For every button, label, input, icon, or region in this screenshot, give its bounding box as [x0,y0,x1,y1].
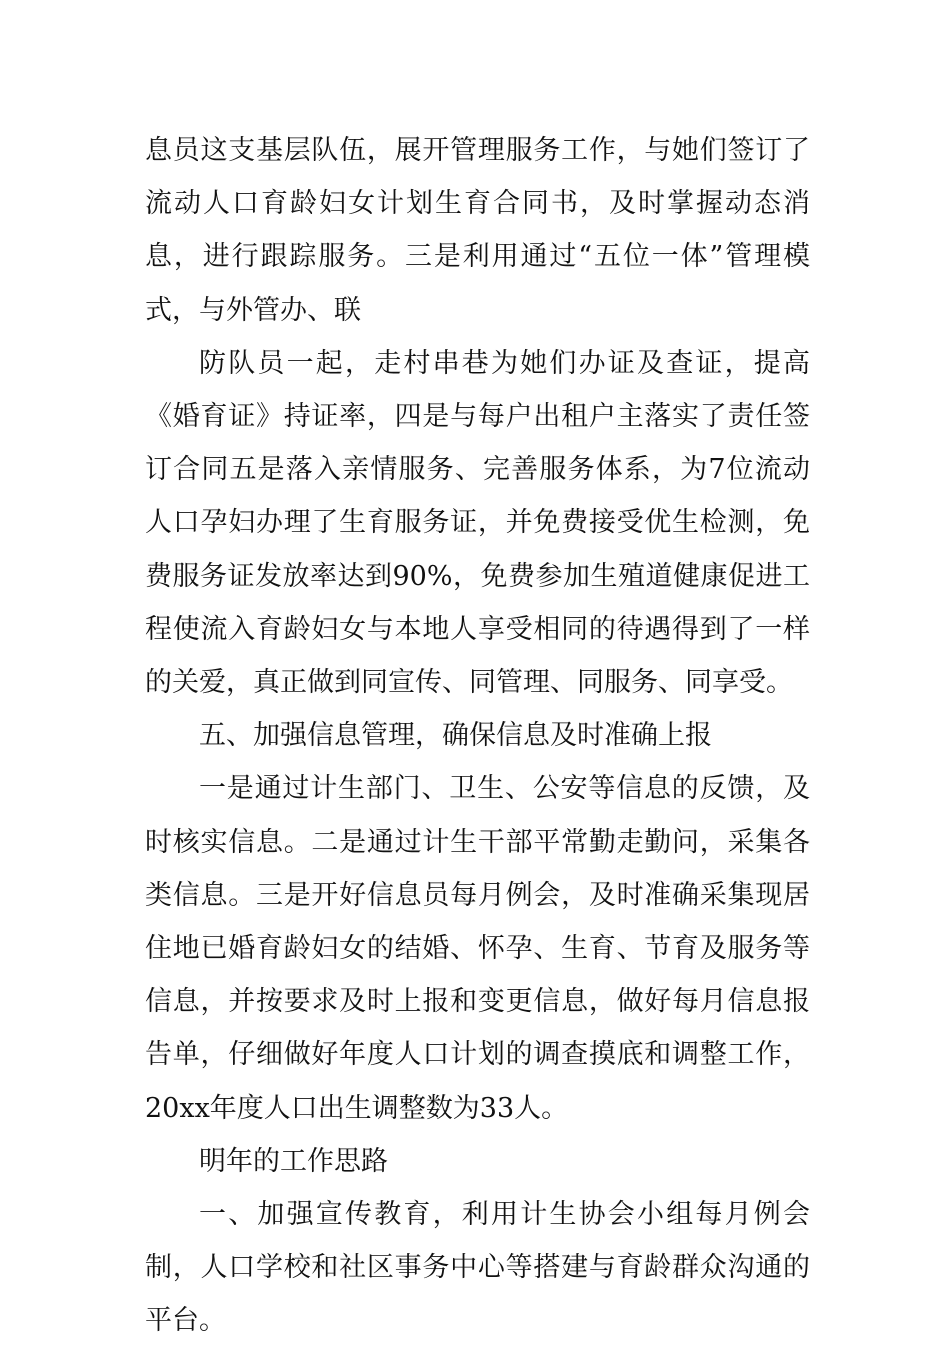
paragraph-3: 一是通过计生部门、卫生、公安等信息的反馈，及时核实信息。二是通过计生干部平常勤走勤问，采集各类信息。三是开好信息员每月例会，及时准确采集现居住地已婚育龄妇女的结婚、怀孕、生育、节育及服务等信息，并按要求及时上报和变更信息，做好每月信息报告单，仔细做好年度人口计划的调查摸底和调整工作，20xx年度人口出生调整数为33人。 [145,773,810,1124]
paragraph-4: 一、加强宣传教育，利用计生协会小组每月例会制，人口学校和社区事务中心等搭建与育龄群众沟通的平台。 [145,1199,810,1337]
paragraph-2: 防队员一起，走村串巷为她们办证及查证，提高《婚育证》持证率，四是与每户出租户主落实了责任签订合同五是落入亲情服务、完善服务体系，为7位流动人口孕妇办理了生育服务证，并免费接受优生检测，免费服务证发放率达到90%，免费参加生殖道健康促进工程使流入育龄妇女与本地人享受相同的待遇得到了一样的关爱，真正做到同宣传、同管理、同服务、同享受。 [145,347,810,699]
document-body [145,124,810,1348]
paragraph-1: 息员这支基层队伍，展开管理服务工作，与她们签订了流动人口育龄妇女计划生育合同书，及时掌握动态消息，进行跟踪服务。三是利用通过“五位一体”管理模式，与外管办、联 [145,135,810,326]
section-heading-information-management: 五、加强信息管理，确保信息及时准确上报 [199,720,712,752]
section-heading-next-year-plan: 明年的工作思路 [199,1145,388,1177]
